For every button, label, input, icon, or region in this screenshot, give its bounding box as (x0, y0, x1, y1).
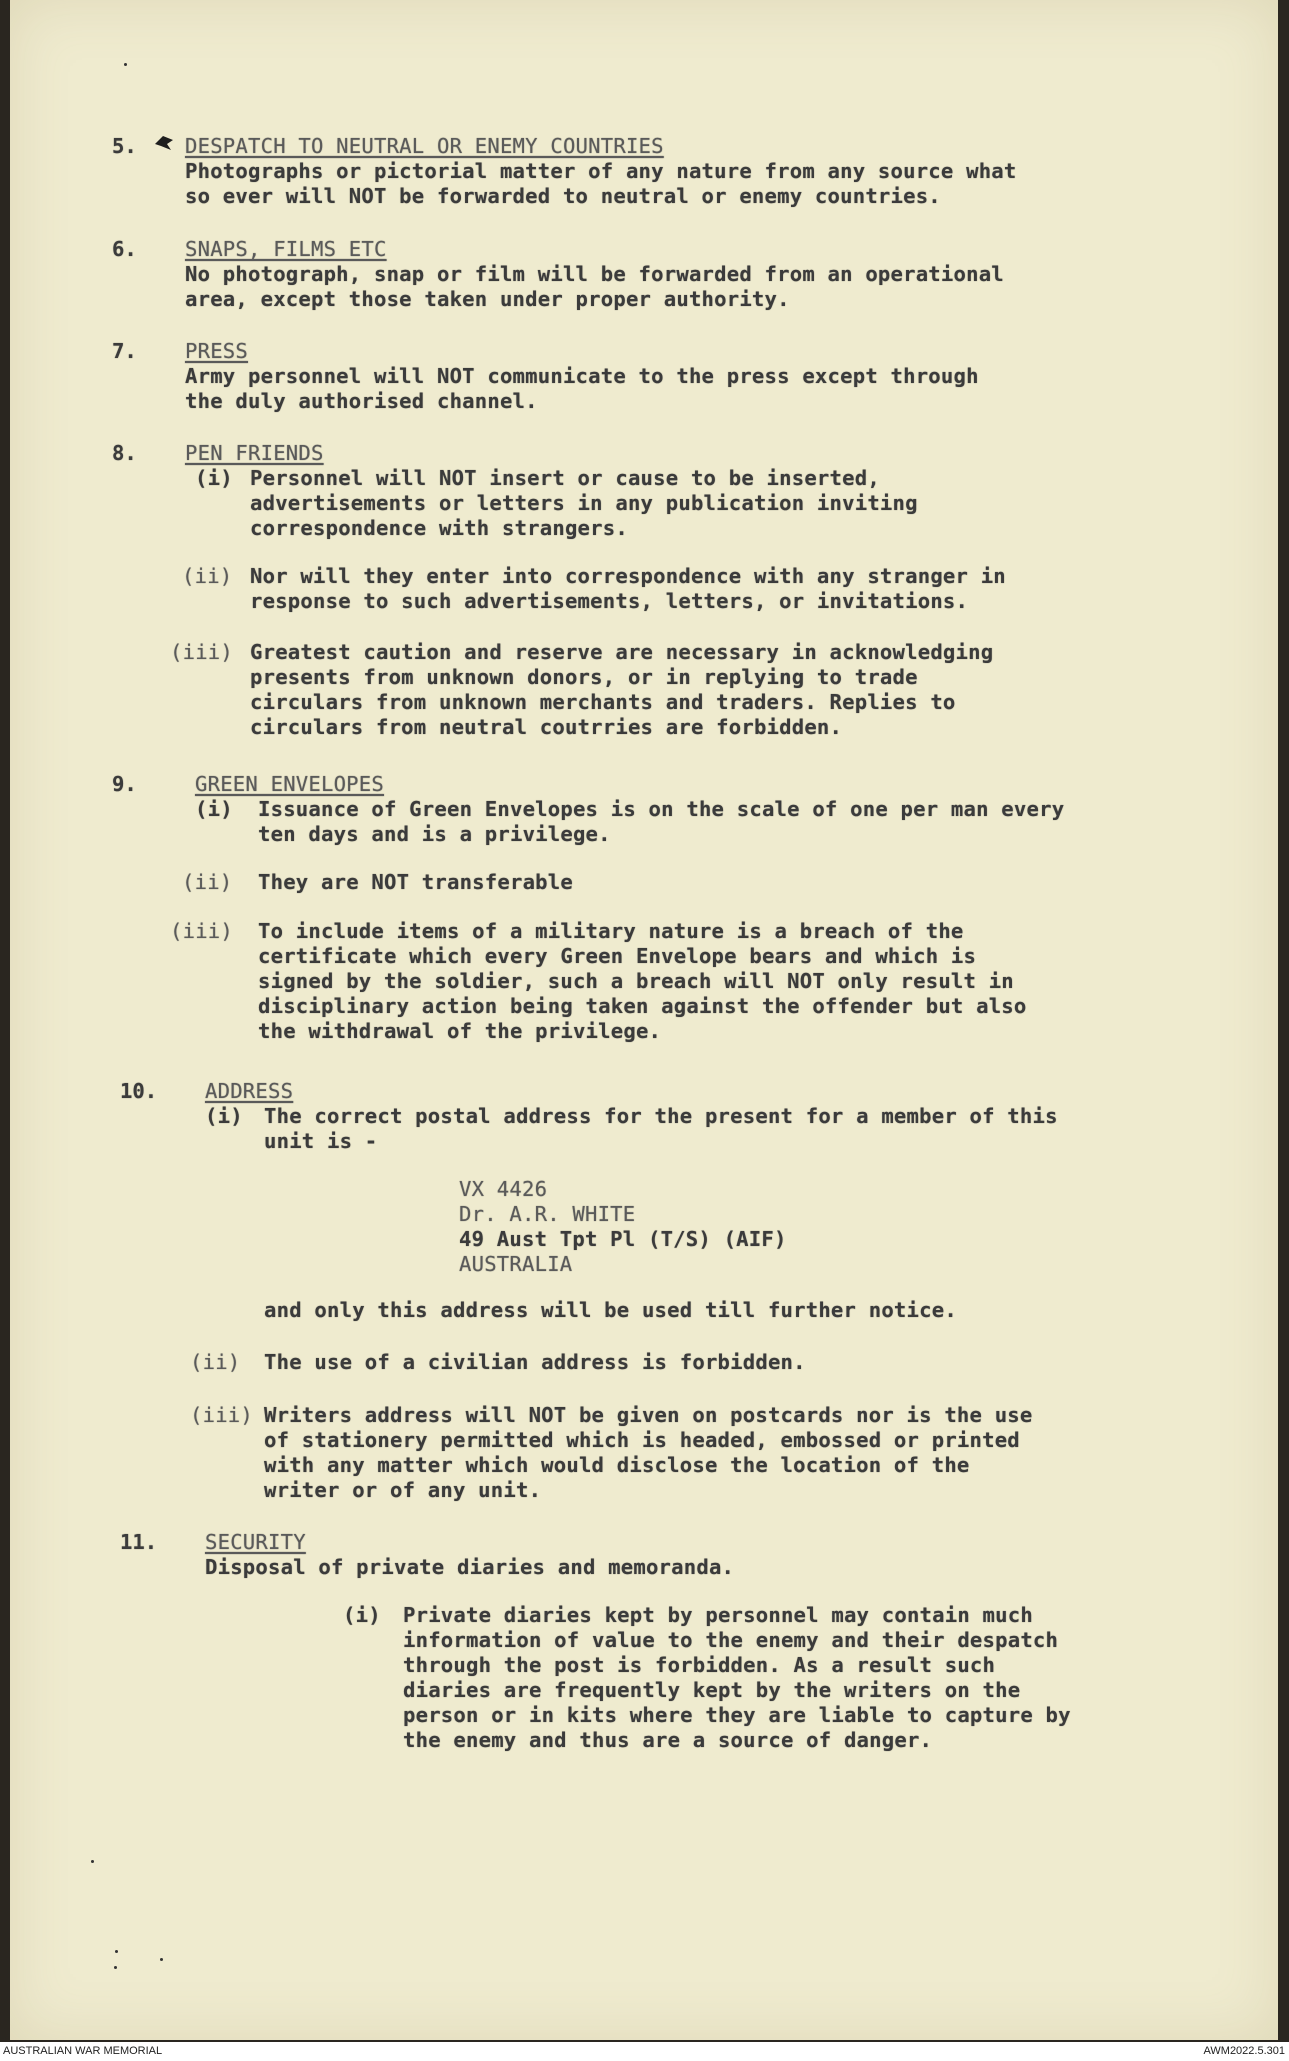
paragraph-line: so ever will NOT be forwarded to neutral or enemy countries. (185, 184, 941, 208)
paragraph-line: person or in kits where they are liable to capture by (403, 1703, 1071, 1727)
paragraph-line: of stationery permitted which is headed, embossed or printed (264, 1428, 1020, 1452)
paper-speck (124, 63, 127, 66)
address-line: Dr. A.R. WHITE (459, 1202, 636, 1226)
paragraph-line: with any matter which would disclose the location of the (264, 1453, 970, 1477)
section-heading: SECURITY (205, 1530, 306, 1554)
paragraph-line: the enemy and thus are a source of danger. (403, 1728, 933, 1752)
item-label: (i) (343, 1603, 381, 1627)
section-heading: DESPATCH TO NEUTRAL OR ENEMY COUNTRIES (185, 134, 664, 158)
item-label: (iii) (170, 640, 233, 664)
paragraph-line: Photographs or pictorial matter of any nature from any source what (185, 159, 1017, 183)
paragraph-line: information of value to the enemy and their despatch (403, 1628, 1059, 1652)
section-heading: ADDRESS (205, 1079, 294, 1103)
paragraph-line: They are NOT transferable (258, 870, 573, 894)
paper-speck (91, 1860, 94, 1863)
address-line: VX 4426 (459, 1177, 548, 1201)
paragraph-line: and only this address will be used till further notice. (264, 1298, 957, 1322)
ink-blot-mark (153, 134, 175, 152)
section-number: 11. (120, 1530, 158, 1554)
paragraph-line: area, except those taken under proper authority. (185, 287, 790, 311)
address-line: 49 Aust Tpt Pl (T/S) (AIF) (459, 1227, 787, 1251)
item-label: (ii) (182, 870, 233, 894)
section-heading: PEN FRIENDS (185, 441, 324, 465)
archive-footer (0, 2042, 1289, 2061)
paragraph-line: circulars from unknown merchants and traders. Replies to (250, 690, 956, 714)
paragraph-line: ten days and is a privilege. (258, 822, 611, 846)
item-label: (ii) (182, 564, 233, 588)
paragraph-line: presents from unknown donors, or in replying to trade (250, 665, 918, 689)
paragraph-line: correspondence with strangers. (250, 516, 628, 540)
address-line: AUSTRALIA (459, 1252, 573, 1276)
paragraph-line: signed by the soldier, such a breach will NOT only result in (258, 969, 1014, 993)
item-label: (i) (195, 466, 233, 490)
section-heading: PRESS (185, 339, 248, 363)
paragraph-line: The correct postal address for the present for a member of this (264, 1104, 1058, 1128)
paragraph-line: advertisements or letters in any publication inviting (250, 491, 918, 515)
paragraph-line: certificate which every Green Envelope bears and which is (258, 944, 977, 968)
footer-accession-number: AWM2022.5.301 (1203, 2045, 1285, 2057)
paragraph-line: Greatest caution and reserve are necessary in acknowledging (250, 640, 994, 664)
paper-speck (115, 1950, 118, 1953)
paragraph-line: The use of a civilian address is forbidden. (264, 1350, 806, 1374)
paragraph-line: To include items of a military nature is a breach of the (258, 919, 964, 943)
paragraph-line: Writers address will NOT be given on postcards nor is the use (264, 1403, 1033, 1427)
paper-speck (160, 1958, 163, 1961)
paragraph-line: Personnel will NOT insert or cause to be inserted, (250, 466, 880, 490)
paragraph-line: Army personnel will NOT communicate to the press except through (185, 364, 979, 388)
paragraph-line: unit is - (264, 1129, 378, 1153)
section-intro: Disposal of private diaries and memoranda. (205, 1555, 735, 1579)
item-label: (iii) (190, 1403, 253, 1427)
section-heading: GREEN ENVELOPES (195, 772, 384, 796)
paragraph-line: Issuance of Green Envelopes is on the scale of one per man every (258, 797, 1065, 821)
section-number: 10. (120, 1079, 158, 1103)
paragraph-line: through the post is forbidden. As a result such (403, 1653, 996, 1677)
section-number: 9. (112, 772, 137, 796)
section-heading: SNAPS, FILMS ETC (185, 237, 387, 261)
item-label: (i) (195, 797, 233, 821)
paragraph-line: the withdrawal of the privilege. (258, 1019, 662, 1043)
footer-institution: AUSTRALIAN WAR MEMORIAL (3, 2045, 163, 2057)
paragraph-line: Private diaries kept by personnel may contain much (403, 1603, 1033, 1627)
document-page (10, 0, 1278, 2040)
paragraph-line: writer or of any unit. (264, 1478, 542, 1502)
section-number: 6. (112, 237, 137, 261)
item-label: (i) (205, 1104, 243, 1128)
section-number: 7. (112, 339, 137, 363)
paragraph-line: disciplinary action being taken against the offender but also (258, 994, 1027, 1018)
paragraph-line: diaries are frequently kept by the writers on the (403, 1678, 1021, 1702)
paragraph-line: Nor will they enter into correspondence with any stranger in (250, 564, 1006, 588)
item-label: (ii) (190, 1350, 241, 1374)
paragraph-line: No photograph, snap or film will be forwarded from an operational (185, 262, 1004, 286)
paragraph-line: the duly authorised channel. (185, 389, 538, 413)
section-number: 8. (112, 441, 137, 465)
paragraph-line: response to such advertisements, letters, or invitations. (250, 589, 969, 613)
paragraph-line: circulars from neutral coutrries are forbidden. (250, 715, 843, 739)
item-label: (iii) (170, 919, 233, 943)
paper-speck (114, 1966, 117, 1969)
section-number: 5. (112, 134, 137, 158)
